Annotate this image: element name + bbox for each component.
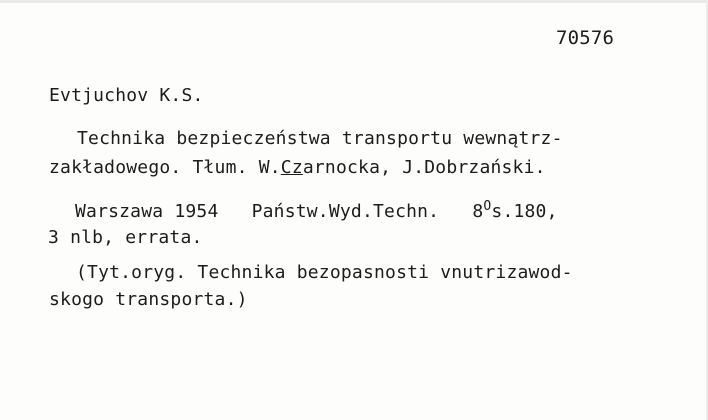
translator-initials-underlined: Cz — [280, 157, 303, 178]
catalog-number: 70576 — [556, 27, 615, 49]
title-line-2-part-a: zakładowego. Tłum. W. — [49, 157, 281, 178]
title-line-2 — [49, 157, 546, 179]
original-title-note-line-1: (Tyt.oryg. Technika bezopasnosti vnutrizawod- — [76, 262, 573, 283]
title-line-1: Technika bezpieczeństwa transportu wewnątrz- — [77, 128, 563, 149]
imprint-line-1-part-b: s.180, — [491, 201, 558, 222]
format-superscript: O — [483, 199, 492, 214]
card-top-edge — [0, 0, 708, 3]
author-entry: Evtjuchov K.S. — [49, 85, 204, 106]
imprint-line-2: 3 nlb, errata. — [48, 227, 203, 248]
imprint-line-1 — [75, 201, 558, 225]
title-line-2-part-c: arnocka, J.Dobrzański. — [302, 157, 546, 178]
original-title-note-line-2: skogo transporta.) — [49, 289, 248, 310]
imprint-line-1-part-a: Warszawa 1954 Państw.Wyd.Techn. 8 — [75, 201, 484, 222]
